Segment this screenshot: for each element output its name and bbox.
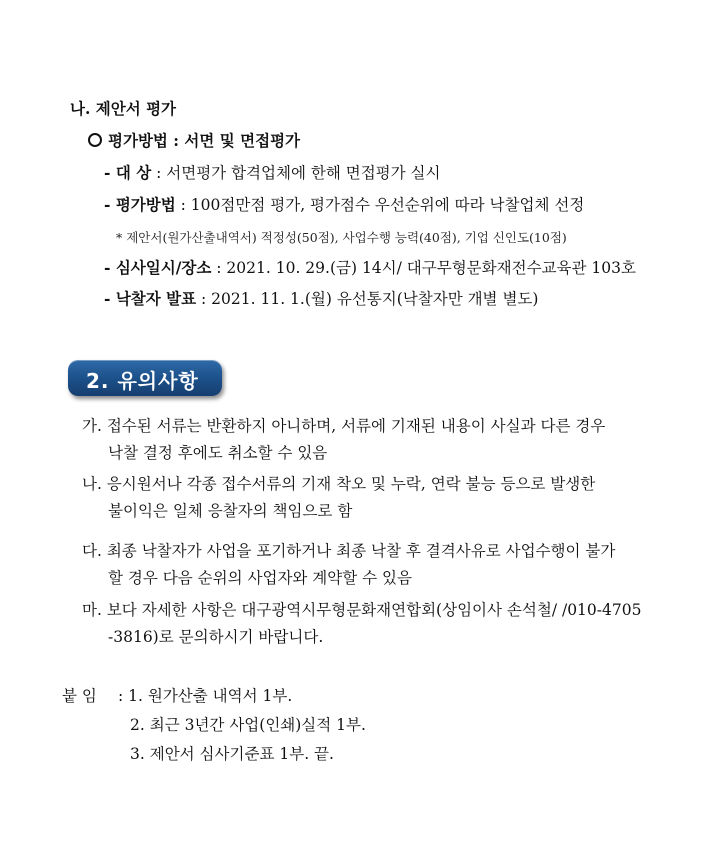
attachments-label: 붙 임: [62, 687, 97, 705]
target-row: [104, 163, 441, 183]
notice-item-na-line2: 불이익은 일체 응찰자의 책임으로 함: [108, 502, 353, 520]
notice-item-ga-line1: 가. 접수된 서류는 반환하지 아니하며, 서류에 기재된 내용이 사실과 다른 경우: [82, 417, 606, 435]
attachment-item-2: 2. 최근 3년간 사업(인쇄)실적 1부.: [130, 716, 366, 734]
notice-item-ma-line1: 마. 보다 자세한 사항은 대구광역시무형문화재연합회(상임이사 손석철/ /010-4705: [82, 601, 642, 619]
section-na-title: 나. 제안서 평가: [70, 99, 177, 118]
attachment-item-3: 3. 제안서 심사기준표 1부. 끝.: [130, 745, 334, 763]
date-row: [104, 258, 636, 278]
announce-row: [104, 289, 538, 309]
evaluation-note: * 제안서(원가산출내역서) 적정성(50점), 사업수행 능력(40점), 기업 신인도(10점): [116, 230, 567, 245]
notice-item-da-line2: 할 경우 다음 순위의 사업자와 계약할 수 있음: [108, 569, 413, 587]
announce-label: - 낙찰자 발표: [104, 289, 197, 308]
notice-item-ga-line2: 낙찰 결정 후에도 취소할 수 있음: [108, 444, 328, 462]
section2-heading: 2. 유의사항: [86, 369, 199, 393]
date-label: - 심사일시/장소: [104, 258, 212, 277]
notice-item-na-line1: 나. 응시원서나 각종 접수서류의 기재 착오 및 누락, 연락 불능 등으로 발생한: [82, 475, 596, 493]
method-text: : 100점만점 평가, 평가점수 우선순위에 따라 낙찰업체 선정: [175, 196, 585, 214]
date-text: : 2021. 10. 29.(금) 14시/ 대구무형문화재전수교육관 103호: [211, 259, 636, 277]
attachment-item-1: : 1. 원가산출 내역서 1부.: [118, 687, 293, 705]
section2-heading-box: [68, 360, 222, 396]
notice-item-da-line1: 다. 최종 낙찰자가 사업을 포기하거나 최종 낙찰 후 결격사유로 사업수행이 불가: [82, 542, 616, 560]
method-row: [104, 195, 584, 215]
circle-bullet-icon: [88, 133, 102, 147]
target-text: : 서면평가 합격업체에 한해 면접평가 실시: [151, 164, 441, 182]
target-label: - 대 상: [104, 163, 152, 182]
method-heading: 평가방법 : 서면 및 면접평가: [108, 131, 301, 150]
method-heading-row: [88, 131, 300, 151]
method-label: - 평가방법: [104, 195, 176, 214]
notice-item-ma-line2: -3816)로 문의하시기 바랍니다.: [108, 628, 324, 646]
announce-text: : 2021. 11. 1.(월) 유선통지(낙찰자만 개별 별도): [196, 290, 539, 308]
